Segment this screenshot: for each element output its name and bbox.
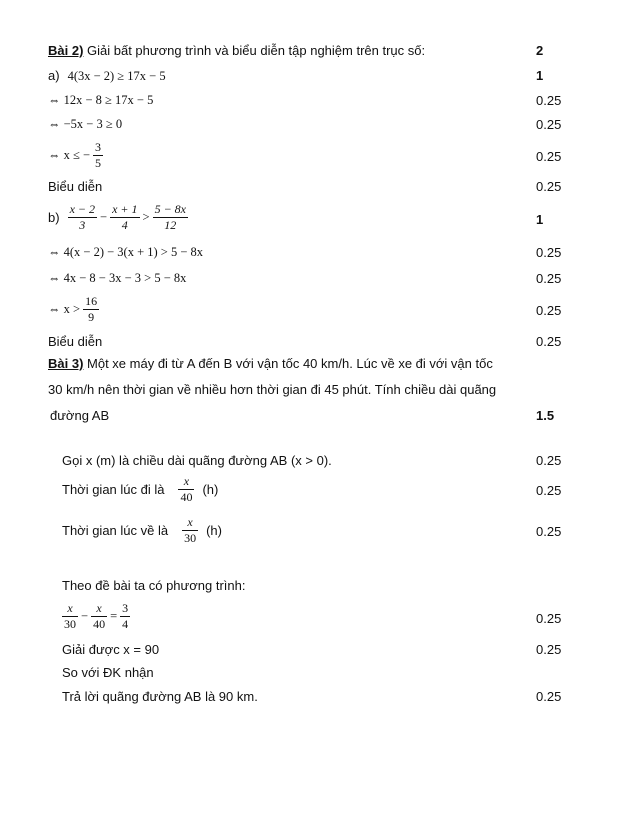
step-score: 0.25 (536, 245, 562, 260)
bai3-text-2: 30 km/h nên thời gian về nhiều hơn thời gian đi 45 phút. Tính chiều dài quãng (48, 382, 497, 397)
fraction: $\frac{3}{5}$ (95, 140, 102, 170)
result-score: 0.25 (536, 149, 562, 164)
part-b-bieu-dien (0, 334, 638, 354)
result-score: 0.25 (536, 303, 562, 318)
thoi-gian-di-score: 0.25 (536, 483, 562, 498)
thoi-gian-ve-row (0, 515, 638, 551)
giai-text: Giải được x = 90 (62, 642, 160, 657)
fraction: $\frac{x}{30}$ (184, 515, 197, 545)
fraction: $\frac{x}{40}$ (180, 474, 193, 504)
step-score: 0.25 (536, 271, 562, 286)
fraction: $\frac{x - 2}{3}$ (69, 202, 95, 232)
giai-row (0, 642, 638, 662)
bai3-line-1 (0, 356, 638, 376)
part-b-score: 1 (536, 212, 544, 227)
part-b-result (0, 294, 638, 330)
unit: (h) (202, 482, 219, 497)
part-a-result (0, 140, 638, 176)
part-a-row (0, 68, 638, 88)
thoi-gian-ve-text: Thời gian lúc về là (62, 523, 169, 538)
result-prefix: ⇔ x ≤ − (48, 148, 91, 162)
bai3-score: 1.5 (536, 408, 555, 423)
part-a-step-1 (0, 93, 638, 113)
part-a-step-2 (0, 117, 638, 137)
part-a-inequality: 4(3x − 2) ≥ 17x − 5 (67, 69, 166, 83)
part-a-bieu-dien (0, 179, 638, 199)
theo-de-row (0, 578, 638, 598)
equation-score: 0.25 (536, 611, 562, 626)
fraction: $\frac{3}{4}$ (122, 601, 129, 631)
equation-row: $\frac{x}{30}$ − $\frac{x}{40}$ = $\frac{3}{4}$ 0.25 (64, 601, 562, 631)
step-expression: ⇔ 12x − 8 ≥ 17x − 5 (48, 93, 154, 107)
bai3-line-3 (0, 408, 638, 428)
goi-text: Gọi x (m) là chiều dài quãng đường AB (x > 0). (62, 453, 332, 468)
bai2-score: 2 (536, 43, 544, 58)
part-b-step-2 (0, 271, 638, 291)
so-voi-row (0, 665, 638, 685)
bieu-dien-score: 0.25 (536, 179, 562, 194)
fraction: $\frac{5 - 8x}{12}$ (154, 202, 186, 232)
thoi-gian-ve-score: 0.25 (536, 524, 562, 539)
theo-de-text: Theo đề bài ta có phương trình: (62, 578, 246, 593)
fraction: $\frac{x + 1}{4}$ (112, 202, 138, 232)
tra-loi-text: Trả lời quãng đường AB là 90 km. (62, 689, 258, 704)
bai2-title: Giải bất phương trình và biểu diễn tập nghiệm trên trục số: (83, 43, 426, 58)
thoi-gian-di-text: Thời gian lúc đi là (62, 482, 165, 497)
part-b-label: b) (48, 210, 60, 225)
fraction: $\frac{x}{40}$ (93, 601, 106, 631)
part-a-score: 1 (536, 68, 544, 83)
thoi-gian-di-row (0, 474, 638, 510)
so-voi-text: So với ĐK nhận (62, 665, 154, 680)
step-expression: ⇔ 4x − 8 − 3x − 3 > 5 − 8x (48, 271, 187, 285)
bai2-label: Bài 2) (48, 43, 84, 58)
goi-row (0, 453, 638, 473)
goi-score: 0.25 (536, 453, 562, 468)
tra-loi-score: 0.25 (536, 689, 562, 704)
part-b-row: b) $\frac{x - 2}{3}$ − $\frac{x + 1}{4}$ > $\frac{5 - 8x}{12}$ 1 (48, 202, 544, 232)
part-b-step-1 (0, 245, 638, 265)
bai3-text-3: đường AB (50, 408, 110, 423)
step-score: 0.25 (536, 93, 562, 108)
unit: (h) (206, 523, 222, 538)
bai3-text-1: Một xe máy đi từ A đến B với vận tốc 40 km/h. Lúc về xe đi với vận tốc (83, 356, 493, 371)
bai3-label: Bài 3) (48, 356, 84, 371)
result-prefix: ⇔ x > (48, 302, 81, 316)
tra-loi-row (0, 689, 638, 709)
step-expression: ⇔ 4(x − 2) − 3(x + 1) > 5 − 8x (48, 245, 204, 259)
part-a-label: a) (48, 68, 60, 83)
step-score: 0.25 (536, 117, 562, 132)
fraction: $\frac{x}{30}$ (64, 601, 76, 631)
step-expression: ⇔ −5x − 3 ≥ 0 (48, 117, 123, 131)
giai-score: 0.25 (536, 642, 562, 657)
bieu-dien-label: Biểu diễn (48, 334, 103, 349)
bieu-dien-label: Biểu diễn (48, 179, 103, 194)
bieu-dien-score: 0.25 (536, 334, 562, 349)
bai3-line-2 (0, 382, 638, 402)
fraction: $\frac{16}{9}$ (85, 294, 98, 324)
bai2-header (0, 43, 638, 63)
